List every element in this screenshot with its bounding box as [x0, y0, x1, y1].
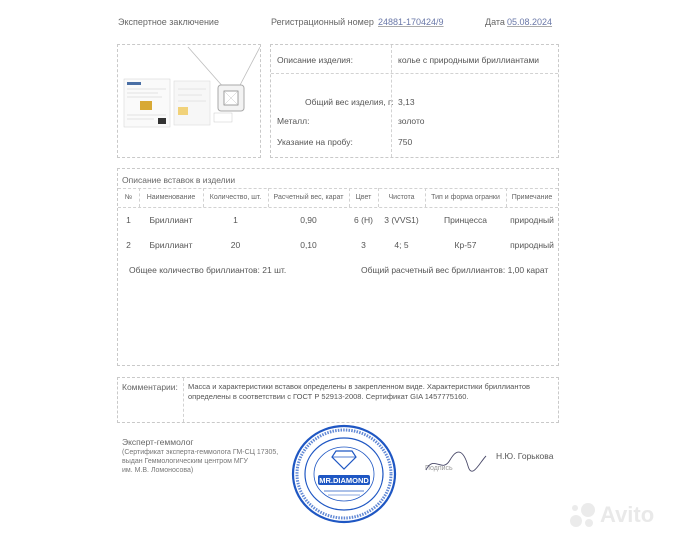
table-row-2-weight: 0,10: [300, 240, 317, 250]
date-label: Дата: [485, 17, 505, 27]
table-row-2-cut: Кр-57: [454, 240, 477, 250]
product-description-table: [270, 44, 559, 158]
hallmark-value: 750: [398, 137, 413, 147]
table-row-1-name: Бриллиант: [149, 215, 193, 225]
col-color: Цвет: [355, 194, 372, 201]
signature-label: Подпись: [425, 465, 453, 472]
registration-number: 24881-170424/9: [378, 17, 444, 27]
table-row-1-number: 1: [126, 215, 131, 225]
expert-detail-line: им. М.В. Ломоносова): [122, 467, 194, 474]
table-row-2-clarity: 4; 5: [394, 240, 409, 250]
product-description-label: Описание изделия:: [277, 55, 354, 65]
table-row-1-quantity: 1: [233, 215, 238, 225]
stamp-brand: MR.DIAMOND: [319, 476, 369, 485]
date-value: 05.08.2024: [507, 17, 553, 27]
total-weight-label: Общий вес изделия, г:: [305, 97, 394, 107]
col-cut: Тип и форма огранки: [431, 194, 500, 201]
avito-text: Avito: [600, 502, 655, 527]
expert-detail-line: (Сертификат эксперта-геммолога ГМ-СЦ 17305,: [122, 449, 279, 456]
comments-box: [117, 377, 559, 423]
expert-detail-line: выдан Геммологическим центром МГУ: [122, 458, 248, 465]
col-weight: Расчетный вес, карат: [273, 194, 344, 201]
col-note: Примечание: [511, 194, 553, 201]
expert-details: [122, 448, 278, 475]
product-photo-frame: [117, 44, 261, 158]
signature: [420, 448, 490, 478]
expert-name: Н.Ю. Горькова: [496, 451, 554, 461]
total-diamond-count: Общее количество бриллиантов: 21 шт.: [129, 265, 287, 275]
table-row-1-note: природный: [510, 215, 554, 225]
product-description-value: колье с природными бриллиантами: [398, 55, 540, 65]
table-row-1-color: 6 (H): [354, 215, 373, 225]
avito-logo-icon: [568, 501, 598, 529]
table-row-2-color: 3: [361, 240, 366, 250]
total-weight-value: 3,13: [398, 97, 415, 107]
table-row-1-clarity: 3 (VVS1): [384, 215, 419, 225]
document-title: Экспертное заключение: [118, 17, 219, 27]
table-row-2-number: 2: [126, 240, 131, 250]
comments-label: Комментарии:: [122, 382, 178, 392]
col-clarity: Чистота: [388, 194, 415, 201]
col-name: Наименование: [146, 194, 196, 201]
inserts-table: [117, 168, 559, 366]
company-stamp: [290, 423, 398, 525]
metal-value: золото: [398, 116, 425, 126]
product-photo: [118, 45, 260, 157]
total-diamond-weight: Общий расчетный вес бриллиантов: 1,00 карат: [361, 265, 549, 275]
inserts-title: Описание вставок в изделии: [122, 175, 236, 185]
hallmark-label: Указание на пробу:: [277, 137, 353, 147]
registration-label: Регистрационный номер: [271, 17, 374, 27]
table-row-2-name: Бриллиант: [149, 240, 193, 250]
table-row-1-cut: Принцесса: [443, 215, 487, 225]
metal-label: Металл:: [277, 116, 310, 126]
col-number: №: [124, 194, 133, 201]
col-quantity: Количество, шт.: [209, 194, 262, 201]
avito-watermark: [568, 501, 654, 529]
table-row-1-weight: 0,90: [300, 215, 317, 225]
table-row-2-note: природный: [510, 240, 554, 250]
comments-text: Масса и характеристики вставок определены в закрепленном виде. Характеристики бриллиантов определены в соответствии с ГОСТ Р 52913-2008. Сертификат GIA 1457775160.: [188, 382, 530, 401]
table-row-2-quantity: 20: [230, 240, 241, 250]
expert-title: Эксперт-геммолог: [122, 437, 194, 447]
